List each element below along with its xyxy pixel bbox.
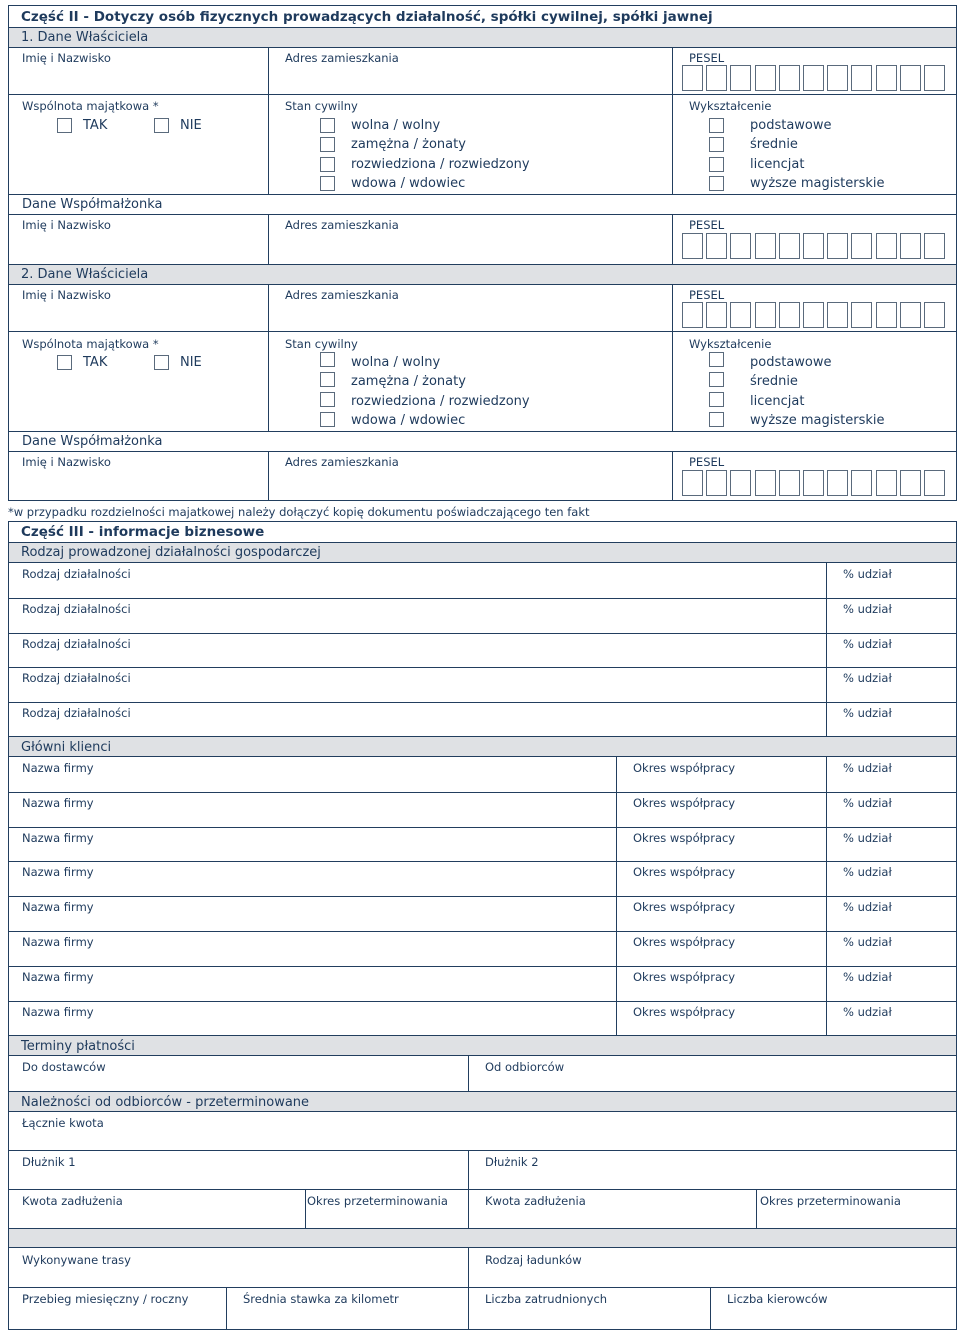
client-divider-1 (616, 896, 617, 931)
pesel-digit-cell[interactable] (851, 302, 872, 328)
activity-share-label: % udział (843, 671, 892, 686)
owner2-property-no-checkbox[interactable] (154, 355, 169, 370)
pesel-digit-cell[interactable] (755, 65, 776, 91)
pesel-digit-cell[interactable] (827, 65, 848, 91)
client-row-line (9, 861, 956, 862)
owner1-spouse-name-label: Imię i Nazwisko (22, 218, 111, 232)
owner1-education-option-2: średnie (750, 137, 798, 152)
part3-title: Część III - informacje biznesowe (9, 522, 956, 543)
part2-title: Część II - Dotyczy osób fizycznych prowadzących działalność, spółki cywilnej, spółki jawnej (9, 6, 956, 28)
period-label: Okres współpracy (633, 865, 736, 880)
owner1-pesel-label: PESEL (689, 51, 725, 65)
period-label: Okres współpracy (633, 761, 736, 775)
client-share-label: % udział (843, 761, 892, 775)
routes-label: Wykonywane trasy (22, 1253, 131, 1267)
total-amount-label: Łącznie kwota (22, 1116, 104, 1130)
company-name-label: Nazwa firmy (22, 900, 94, 915)
pesel-digit-cell[interactable] (803, 302, 824, 328)
client-divider-2 (826, 896, 827, 931)
clients-section-title: Główni klienci (9, 736, 956, 757)
owner1-education-checkbox-1[interactable] (709, 118, 724, 133)
activity-row-line (9, 702, 956, 703)
pesel-digit-cell[interactable] (900, 470, 921, 496)
owner1-education-label: Wykształcenie (689, 99, 772, 113)
period-label: Okres współpracy (633, 795, 736, 810)
pesel-digit-cell[interactable] (730, 233, 751, 259)
owner1-marital-checkbox-2[interactable] (320, 137, 335, 152)
owner2-name-label: Imię i Nazwisko (22, 288, 111, 302)
employees-label: Liczba zatrudnionych (485, 1292, 608, 1306)
to-suppliers-label: Do dostawców (22, 1060, 106, 1074)
owner1-spouse-pesel-label: PESEL (689, 218, 725, 232)
client-divider-1 (616, 931, 617, 966)
overdue-period-2-label: Okres przeterminowania (760, 1194, 901, 1208)
activity-divider (826, 563, 827, 598)
owner1-marital-option-3: rozwiedziona / rozwiedzony (351, 157, 530, 172)
activity-row-line (9, 633, 956, 634)
pesel-digit-cell[interactable] (900, 65, 921, 91)
overdue-period-1-label: Okres przeterminowania (307, 1194, 448, 1208)
owner2-spouse-address-label: Adres zamieszkania (285, 455, 399, 469)
owner1-education-checkbox-2[interactable] (709, 137, 724, 152)
client-divider-1 (616, 757, 617, 792)
activity-divider (826, 702, 827, 737)
pesel-digit-cell[interactable] (900, 302, 921, 328)
pesel-digit-cell[interactable] (779, 470, 800, 496)
owner2-spouse-pesel-label: PESEL (689, 455, 725, 469)
pesel-digit-cell[interactable] (924, 302, 945, 328)
owner2-address-label: Adres zamieszkania (285, 288, 399, 302)
client-row-line (9, 1001, 956, 1002)
owner2-marital-checkbox-2[interactable] (320, 372, 335, 387)
client-share-label: % udział (843, 830, 892, 845)
owner1-spouse-address-label: Adres zamieszkania (285, 218, 399, 232)
client-share-label: % udział (843, 900, 892, 915)
pesel-digit-cell[interactable] (924, 65, 945, 91)
client-row-line (9, 931, 956, 932)
pesel-digit-cell[interactable] (706, 233, 727, 259)
owner1-property-yes-checkbox[interactable] (57, 118, 72, 133)
owner2-property-no-label: NIE (180, 355, 202, 370)
activity-label: Rodzaj działalności (22, 601, 131, 616)
client-divider-2 (826, 966, 827, 1001)
owner2-marital-checkbox-1[interactable] (320, 352, 335, 367)
pesel-digit-cell[interactable] (900, 233, 921, 259)
avg-rate-label: Średnia stawka za kilometr (243, 1292, 399, 1306)
pesel-digit-cell[interactable] (924, 470, 945, 496)
company-name-label: Nazwa firmy (22, 1004, 94, 1019)
client-row-line (9, 966, 956, 967)
owner1-marital-checkbox-1[interactable] (320, 118, 335, 133)
owner2-education-checkbox-1[interactable] (709, 352, 724, 367)
pesel-digit-cell[interactable] (706, 302, 727, 328)
owner1-education-checkbox-4[interactable] (709, 176, 724, 191)
owner2-spouse-name-label: Imię i Nazwisko (22, 455, 111, 469)
client-share-label: % udział (843, 969, 892, 984)
pesel-digit-cell[interactable] (803, 470, 824, 496)
owner1-education-option-1: podstawowe (750, 118, 832, 133)
pesel-digit-cell[interactable] (779, 65, 800, 91)
owner2-property-yes-label: TAK (83, 355, 108, 370)
payment-section-title: Terminy płatności (9, 1035, 956, 1056)
debt-amount-1-label: Kwota zadłużenia (22, 1194, 123, 1208)
owner2-marital-checkbox-4[interactable] (320, 412, 335, 427)
activity-divider (826, 667, 827, 702)
activity-label: Rodzaj działalności (22, 567, 131, 581)
company-name-label: Nazwa firmy (22, 830, 94, 845)
owner1-property-no-label: NIE (180, 118, 202, 133)
client-divider-2 (826, 757, 827, 792)
owner2-education-checkbox-4[interactable] (709, 412, 724, 427)
company-name-label: Nazwa firmy (22, 761, 94, 775)
pesel-digit-cell[interactable] (730, 302, 751, 328)
client-row-line (9, 896, 956, 897)
pesel-digit-cell[interactable] (730, 470, 751, 496)
debt-amount-2-label: Kwota zadłużenia (485, 1194, 586, 1208)
pesel-digit-cell[interactable] (706, 470, 727, 496)
pesel-digit-cell[interactable] (851, 470, 872, 496)
owner2-marital-label: Stan cywilny (285, 337, 358, 351)
owner2-property-yes-checkbox[interactable] (57, 355, 72, 370)
owner1-title: 1. Dane Właściciela (9, 28, 956, 47)
pesel-digit-cell[interactable] (779, 302, 800, 328)
pesel-digit-cell[interactable] (827, 233, 848, 259)
pesel-digit-cell[interactable] (803, 65, 824, 91)
owner1-name-label: Imię i Nazwisko (22, 51, 111, 65)
pesel-digit-cell[interactable] (755, 233, 776, 259)
pesel-digit-cell[interactable] (876, 65, 897, 91)
owner1-marital-option-2: zamężna / żonaty (351, 137, 466, 152)
owner1-property-yes-label: TAK (83, 118, 108, 133)
client-divider-2 (826, 861, 827, 896)
pesel-digit-cell[interactable] (827, 302, 848, 328)
owner2-marital-option-1: wolna / wolny (351, 355, 441, 370)
owner2-education-label: Wykształcenie (689, 337, 772, 351)
debtor1-label: Dłużnik 1 (22, 1155, 76, 1169)
overdue-section-title: Należności od odbiorców - przeterminowane (9, 1091, 956, 1112)
owner1-property-label: Wspólnota majątkowa * (22, 99, 159, 113)
owner2-marital-option-3: rozwiedziona / rozwiedzony (351, 394, 530, 409)
client-divider-2 (826, 792, 827, 827)
owner1-marital-option-4: wdowa / wdowiec (351, 176, 466, 191)
pesel-digit-cell[interactable] (876, 470, 897, 496)
pesel-digit-cell[interactable] (755, 470, 776, 496)
pesel-digit-cell[interactable] (755, 302, 776, 328)
client-share-label: % udział (843, 865, 892, 880)
company-name-label: Nazwa firmy (22, 865, 94, 880)
activity-label: Rodzaj działalności (22, 636, 131, 651)
activity-row-line (9, 598, 956, 599)
owner2-education-checkbox-3[interactable] (709, 392, 724, 407)
owner2-title: 2. Dane Właściciela (9, 264, 956, 285)
company-name-label: Nazwa firmy (22, 969, 94, 984)
owner2-property-label: Wspólnota majątkowa * (22, 337, 159, 351)
client-row-line (9, 827, 956, 828)
owner2-education-option-1: podstawowe (750, 355, 832, 370)
activity-label: Rodzaj działalności (22, 706, 131, 721)
activity-share-label: % udział (843, 601, 892, 616)
client-divider-2 (826, 931, 827, 966)
pesel-digit-cell[interactable] (779, 233, 800, 259)
owner2-spouse-label: Dane Współmałżonka (22, 434, 163, 449)
company-name-label: Nazwa firmy (22, 935, 94, 949)
client-divider-2 (826, 827, 827, 862)
owner2-marital-option-2: zamężna / żonaty (351, 374, 466, 389)
owner1-education-checkbox-3[interactable] (709, 157, 724, 172)
owner1-property-no-checkbox[interactable] (154, 118, 169, 133)
owner1-marital-option-1: wolna / wolny (351, 118, 441, 133)
pesel-digit-cell[interactable] (706, 65, 727, 91)
pesel-digit-cell[interactable] (876, 302, 897, 328)
owner1-spouse-label: Dane Współmałżonka (22, 197, 163, 212)
part3-section (8, 521, 957, 1330)
owner2-marital-option-4: wdowa / wdowiec (351, 413, 466, 428)
cargo-label: Rodzaj ładunków (485, 1253, 582, 1267)
pesel-digit-cell[interactable] (682, 233, 703, 259)
separator-band (9, 1229, 956, 1248)
activity-share-label: % udział (843, 636, 892, 651)
client-row-line (9, 792, 956, 793)
period-label: Okres współpracy (633, 900, 736, 915)
pesel-digit-cell[interactable] (730, 65, 751, 91)
owner2-education-option-4: wyższe magisterskie (750, 413, 885, 428)
owner1-education-option-3: licencjat (750, 157, 805, 172)
period-label: Okres współpracy (633, 830, 736, 845)
owner1-address-label: Adres zamieszkania (285, 51, 399, 65)
activity-section-title: Rodzaj prowadzonej działalności gospodarczej (9, 543, 956, 563)
period-label: Okres współpracy (633, 935, 736, 949)
pesel-digit-cell[interactable] (827, 470, 848, 496)
client-divider-1 (616, 966, 617, 1001)
client-share-label: % udział (843, 1004, 892, 1019)
period-label: Okres współpracy (633, 1004, 736, 1019)
owner1-marital-checkbox-4[interactable] (320, 176, 335, 191)
pesel-digit-cell[interactable] (924, 233, 945, 259)
client-divider-1 (616, 827, 617, 862)
pesel-digit-cell[interactable] (803, 233, 824, 259)
client-share-label: % udział (843, 935, 892, 949)
footnote: *w przypadku rozdzielności majatkowej należy dołączyć kopię dokumentu poświadczającego ten fakt (8, 505, 590, 519)
owner2-education-option-3: licencjat (750, 394, 805, 409)
activity-divider (826, 633, 827, 668)
activity-share-label: % udział (843, 567, 892, 581)
client-share-label: % udział (843, 795, 892, 810)
pesel-digit-cell[interactable] (851, 65, 872, 91)
mileage-label: Przebieg miesięczny / roczny (22, 1292, 189, 1306)
activity-label: Rodzaj działalności (22, 671, 131, 686)
owner1-education-option-4: wyższe magisterskie (750, 176, 885, 191)
pesel-digit-cell[interactable] (682, 470, 703, 496)
debtor2-label: Dłużnik 2 (485, 1155, 539, 1169)
owner2-pesel-label: PESEL (689, 288, 725, 302)
activity-divider (826, 598, 827, 633)
from-customers-label: Od odbiorców (485, 1060, 565, 1074)
pesel-digit-cell[interactable] (682, 302, 703, 328)
pesel-digit-cell[interactable] (851, 233, 872, 259)
pesel-digit-cell[interactable] (876, 233, 897, 259)
client-divider-2 (826, 1001, 827, 1036)
owner2-education-option-2: średnie (750, 374, 798, 389)
pesel-digit-cell[interactable] (682, 65, 703, 91)
period-label: Okres współpracy (633, 969, 736, 984)
client-divider-1 (616, 1001, 617, 1036)
company-name-label: Nazwa firmy (22, 795, 94, 810)
owner2-marital-checkbox-3[interactable] (320, 392, 335, 407)
owner1-marital-checkbox-3[interactable] (320, 157, 335, 172)
activity-row-line (9, 667, 956, 668)
client-divider-1 (616, 861, 617, 896)
drivers-label: Liczba kierowców (727, 1292, 828, 1306)
client-divider-1 (616, 792, 617, 827)
owner1-marital-label: Stan cywilny (285, 99, 358, 113)
owner2-education-checkbox-2[interactable] (709, 372, 724, 387)
activity-share-label: % udział (843, 706, 892, 721)
